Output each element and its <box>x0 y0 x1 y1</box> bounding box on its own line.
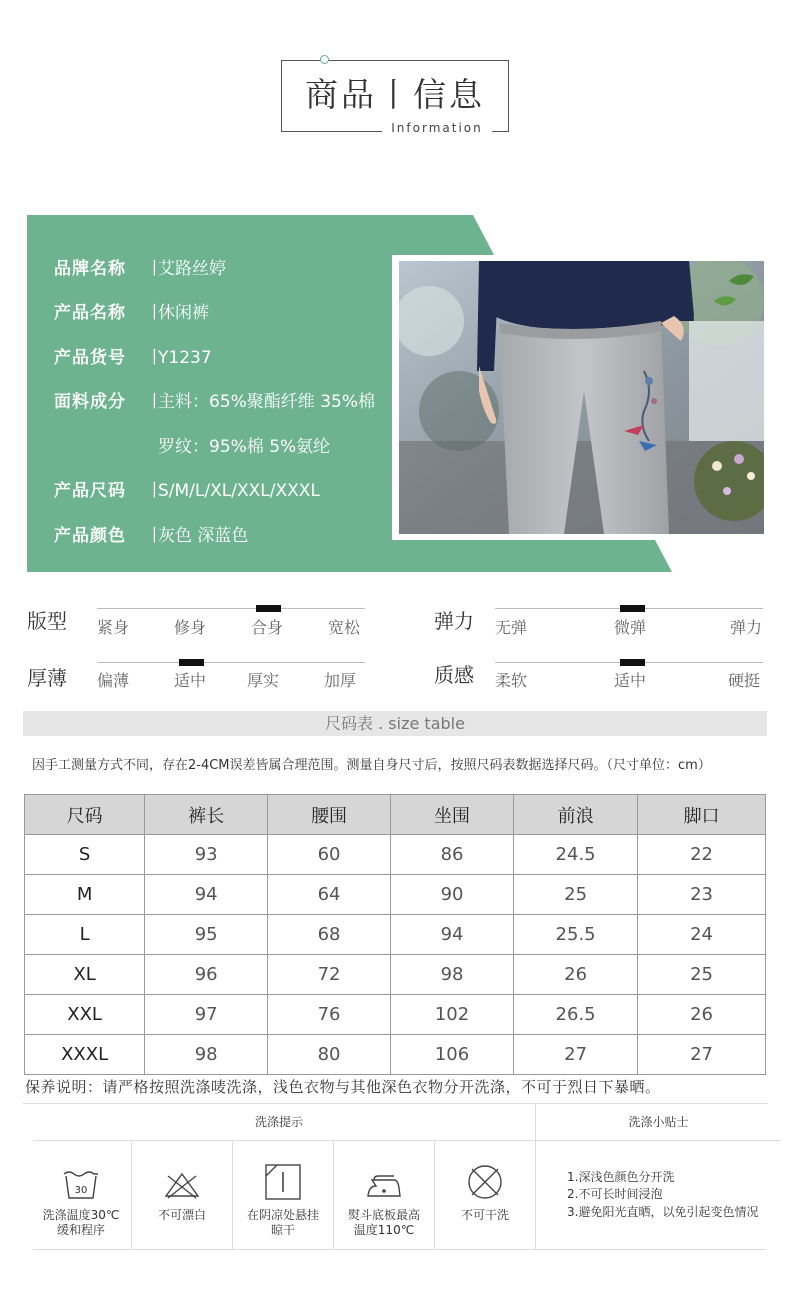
table-row <box>25 875 766 915</box>
divider <box>23 1103 768 1104</box>
scale-option: 紧身 <box>97 618 130 637</box>
washing-tip: 1.深浅色颜色分开洗 <box>567 1170 675 1184</box>
table-cell: 24.5 <box>514 835 638 875</box>
care-instructions-note: 保养说明：请严格按照洗涤唛洗涤，浅色衣物与其他深色衣物分开洗涤，不可于烈日下暴晒。 <box>25 1078 661 1096</box>
care-item-iron <box>334 1166 434 1238</box>
table-row <box>25 915 766 955</box>
info-row-brand <box>54 257 226 281</box>
scale-option-selected: 合身 <box>251 618 284 637</box>
table-cell: 25 <box>638 955 766 995</box>
table-cell: 106 <box>391 1035 514 1075</box>
table-cell: 60 <box>268 835 391 875</box>
scale-indicator-fit <box>256 605 281 612</box>
info-row-colors <box>54 524 248 548</box>
table-cell: 90 <box>391 875 514 915</box>
column-header: 裤长 <box>145 795 268 835</box>
divider <box>535 1104 536 1249</box>
table-cell: 26 <box>638 995 766 1035</box>
info-row-item-no <box>54 346 212 370</box>
table-cell: 76 <box>268 995 391 1035</box>
size-table <box>24 794 766 1075</box>
info-separator: 丨 <box>146 348 163 368</box>
table-row <box>25 835 766 875</box>
scale-option: 宽松 <box>328 618 361 637</box>
washing-tip: 2.不可长时间浸泡 <box>567 1187 663 1201</box>
table-cell: 102 <box>391 995 514 1035</box>
size-table-header <box>25 795 766 835</box>
scale-track-thickness <box>97 662 365 663</box>
scale-title-texture: 质感 <box>434 663 474 687</box>
table-cell: 27 <box>514 1035 638 1075</box>
table-cell: 25.5 <box>514 915 638 955</box>
divider <box>33 1140 781 1141</box>
size-table-banner: 尺码表 . size table <box>23 711 767 736</box>
info-value: S/M/L/XL/XXL/XXXL <box>158 481 320 501</box>
scale-indicator-texture <box>620 659 645 666</box>
table-cell: 95 <box>145 915 268 955</box>
scale-option: 弹力 <box>730 618 763 637</box>
page-title: 商品丨信息 <box>305 75 485 114</box>
iron-110-icon <box>364 1166 404 1202</box>
no-bleach-icon <box>162 1166 202 1202</box>
scale-option-selected: 适中 <box>174 671 207 690</box>
info-key: 产品货号 <box>54 348 126 368</box>
washing-tip: 3.避免阳光直晒，以免引起变色情况 <box>567 1205 759 1219</box>
table-cell: 94 <box>391 915 514 955</box>
scale-option-selected: 适中 <box>614 671 647 690</box>
scale-option: 加厚 <box>324 671 357 690</box>
table-cell: 68 <box>268 915 391 955</box>
care-label: 熨斗底板最高 <box>347 1208 420 1222</box>
table-cell: 23 <box>638 875 766 915</box>
care-label: 不可干洗 <box>460 1208 509 1222</box>
size-cell: XXL <box>25 995 145 1035</box>
table-cell: 80 <box>268 1035 391 1075</box>
column-header: 尺码 <box>25 795 145 835</box>
info-value: 罗纹：95%棉 5%氨纶 <box>158 437 331 457</box>
column-header: 坐围 <box>391 795 514 835</box>
wash-temperature-badge: 30 <box>74 1185 88 1196</box>
care-item-no-dry-clean <box>435 1162 535 1223</box>
table-cell: 96 <box>145 955 268 995</box>
info-row-product-name <box>54 301 209 325</box>
scale-option: 柔软 <box>495 671 528 690</box>
size-cell: M <box>25 875 145 915</box>
scale-indicator-elasticity <box>620 605 645 612</box>
washing-tips-heading: 洗涤提示 <box>254 1115 303 1129</box>
table-cell: 26.5 <box>514 995 638 1035</box>
size-cell: XL <box>25 955 145 995</box>
table-row <box>25 1035 766 1075</box>
info-key: 产品颜色 <box>54 526 126 546</box>
table-cell: 27 <box>638 1035 766 1075</box>
size-measure-note: 因手工测量方式不同，存在2-4CM误差皆属合理范围。测量自身尺寸后，按照尺码表数据选择尺码。（尺寸单位：cm） <box>32 758 711 773</box>
care-label: 不可漂白 <box>157 1208 206 1222</box>
column-header: 腰围 <box>268 795 391 835</box>
size-cell: S <box>25 835 145 875</box>
size-cell: L <box>25 915 145 955</box>
table-cell: 64 <box>268 875 391 915</box>
size-cell: XXXL <box>25 1035 145 1075</box>
table-cell: 26 <box>514 955 638 995</box>
table-cell: 98 <box>391 955 514 995</box>
care-label: 在阴凉处悬挂 <box>246 1208 319 1222</box>
info-separator: 丨 <box>146 259 163 279</box>
table-cell: 22 <box>638 835 766 875</box>
care-item-no-bleach <box>132 1166 232 1223</box>
table-cell: 86 <box>391 835 514 875</box>
column-header: 脚口 <box>638 795 766 835</box>
scale-track-fit <box>97 608 365 609</box>
scale-option-selected: 微弹 <box>614 618 647 637</box>
table-row <box>25 995 766 1035</box>
table-cell: 72 <box>268 955 391 995</box>
table-cell: 93 <box>145 835 268 875</box>
info-row-fabric <box>54 390 375 414</box>
line-dry-shade-icon <box>263 1162 303 1202</box>
divider <box>33 1249 766 1250</box>
scale-option: 厚实 <box>247 671 280 690</box>
info-row-sizes <box>54 479 320 503</box>
info-value: Y1237 <box>158 348 212 368</box>
page-subtitle: Information <box>382 120 492 136</box>
care-item-line-dry <box>233 1162 333 1238</box>
info-key: 面料成分 <box>54 392 126 412</box>
scale-indicator-thickness <box>179 659 204 666</box>
wash-30-icon <box>61 1166 101 1202</box>
table-cell: 97 <box>145 995 268 1035</box>
info-separator: 丨 <box>146 303 163 323</box>
washing-small-tips-heading: 洗涤小贴士 <box>628 1115 689 1129</box>
no-tumble-dry-icon <box>465 1162 505 1202</box>
scale-option: 无弹 <box>495 618 528 637</box>
info-key: 产品名称 <box>54 303 126 323</box>
scale-option: 硬挺 <box>728 671 761 690</box>
table-cell: 98 <box>145 1035 268 1075</box>
scale-title-fit: 版型 <box>27 609 67 633</box>
info-separator: 丨 <box>146 526 163 546</box>
care-label: 洗涤温度30℃ <box>42 1208 120 1222</box>
info-value: 主料：65%聚酯纤维 35%棉 <box>158 392 375 412</box>
care-item-wash-30 <box>31 1166 131 1238</box>
info-key: 品牌名称 <box>54 259 126 279</box>
scale-title-elasticity: 弹力 <box>434 609 474 633</box>
info-separator: 丨 <box>146 392 163 412</box>
scale-option: 修身 <box>174 618 207 637</box>
info-separator: 丨 <box>146 481 163 501</box>
care-label: 缓和程序 <box>56 1223 105 1237</box>
scale-option: 偏薄 <box>97 671 130 690</box>
table-cell: 94 <box>145 875 268 915</box>
info-key: 产品尺码 <box>54 481 126 501</box>
info-value: 灰色 深蓝色 <box>158 526 249 546</box>
care-label: 温度110℃ <box>353 1223 415 1237</box>
care-label: 晾干 <box>270 1223 295 1237</box>
column-header: 前浪 <box>514 795 638 835</box>
info-value: 艾路丝婷 <box>158 259 226 279</box>
table-cell: 24 <box>638 915 766 955</box>
scale-title-thickness: 厚薄 <box>27 666 67 690</box>
table-row <box>25 955 766 995</box>
product-photo <box>399 261 764 534</box>
info-value: 休闲裤 <box>158 303 209 323</box>
info-row-rib-fabric <box>54 435 330 459</box>
table-cell: 25 <box>514 875 638 915</box>
